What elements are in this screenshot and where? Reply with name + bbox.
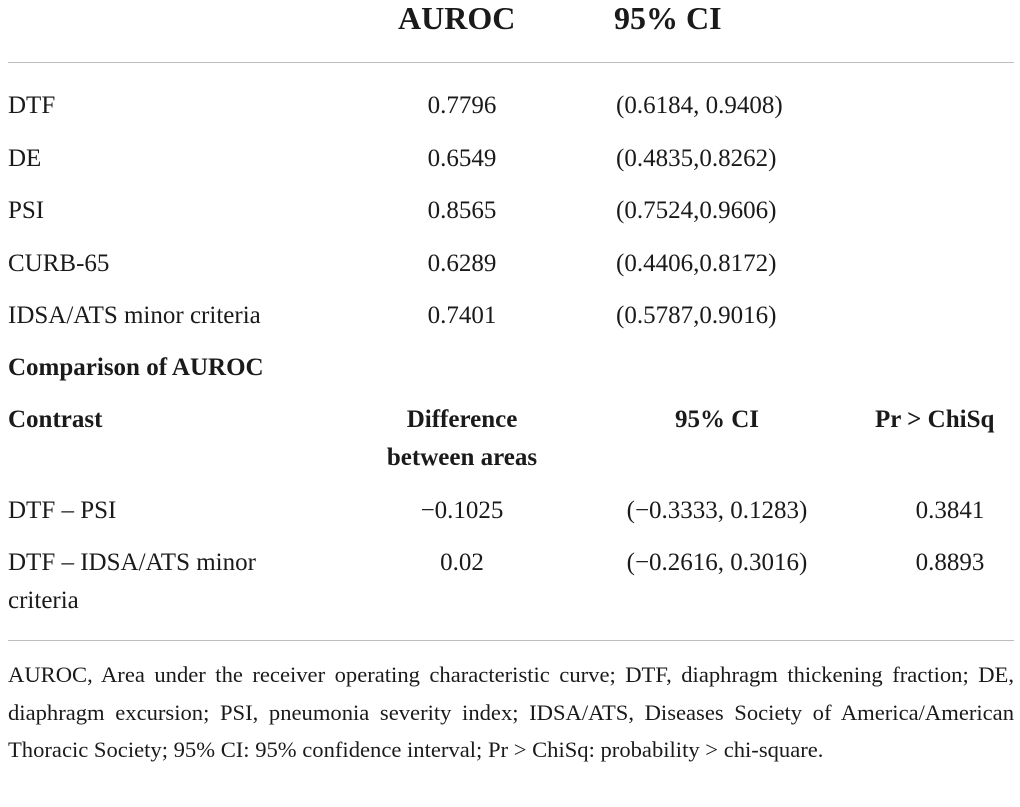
- row-ci: (−0.3333, 0.1283): [626, 497, 808, 524]
- col-header-contrast: Contrast: [8, 406, 103, 433]
- row-label: PSI: [8, 197, 45, 224]
- row-contrast-line1: DTF – IDSA/ATS minor: [8, 549, 256, 576]
- row-contrast: DTF – PSI: [8, 497, 117, 524]
- row-auroc: 0.6289: [427, 250, 497, 277]
- header-auroc: AUROC: [398, 0, 516, 36]
- col-header-difference-line2: between areas: [386, 444, 538, 471]
- bottom-rule: [8, 640, 1014, 641]
- row-pr: 0.8893: [915, 549, 985, 576]
- row-label: DE: [8, 145, 42, 172]
- row-ci: (0.4406,0.8172): [616, 250, 777, 277]
- row-pr: 0.3841: [915, 497, 985, 524]
- row-contrast: [8, 544, 256, 620]
- row-label: CURB-65: [8, 250, 110, 277]
- row-auroc: 0.7796: [427, 92, 497, 119]
- row-label: DTF: [8, 92, 56, 119]
- top-rule: [8, 62, 1014, 63]
- comparison-title: Comparison of AUROC: [8, 354, 264, 381]
- row-ci: (0.6184, 0.9408): [616, 92, 783, 119]
- row-ci: (0.5787,0.9016): [616, 302, 777, 329]
- col-header-pr: Pr > ChiSq: [875, 406, 995, 433]
- footnote: AUROC, Area under the receiver operating characteristic curve; DTF, diaphragm thickening fraction; DE, diaphragm excursion; PSI, pneumonia severity index; IDSA/ATS, Diseases Society of America/American Thoracic Society; 95% CI: 95% confidence interval; Pr > ChiSq: probability > chi-square.: [8, 662, 1014, 762]
- row-difference: 0.02: [440, 549, 484, 576]
- row-ci: (0.4835,0.8262): [616, 145, 777, 172]
- row-label: IDSA/ATS minor criteria: [8, 302, 261, 329]
- row-auroc: 0.6549: [427, 145, 497, 172]
- row-auroc: 0.8565: [427, 197, 497, 224]
- row-ci: (−0.2616, 0.3016): [626, 549, 808, 576]
- row-difference: −0.1025: [420, 497, 504, 524]
- row-auroc: 0.7401: [427, 302, 497, 329]
- col-header-ci: 95% CI: [674, 406, 760, 433]
- row-ci: (0.7524,0.9606): [616, 197, 777, 224]
- header-95ci: 95% CI: [614, 0, 722, 36]
- row-contrast-line2: criteria: [8, 587, 79, 614]
- col-header-difference: [362, 401, 562, 477]
- col-header-difference-line1: Difference: [406, 406, 518, 433]
